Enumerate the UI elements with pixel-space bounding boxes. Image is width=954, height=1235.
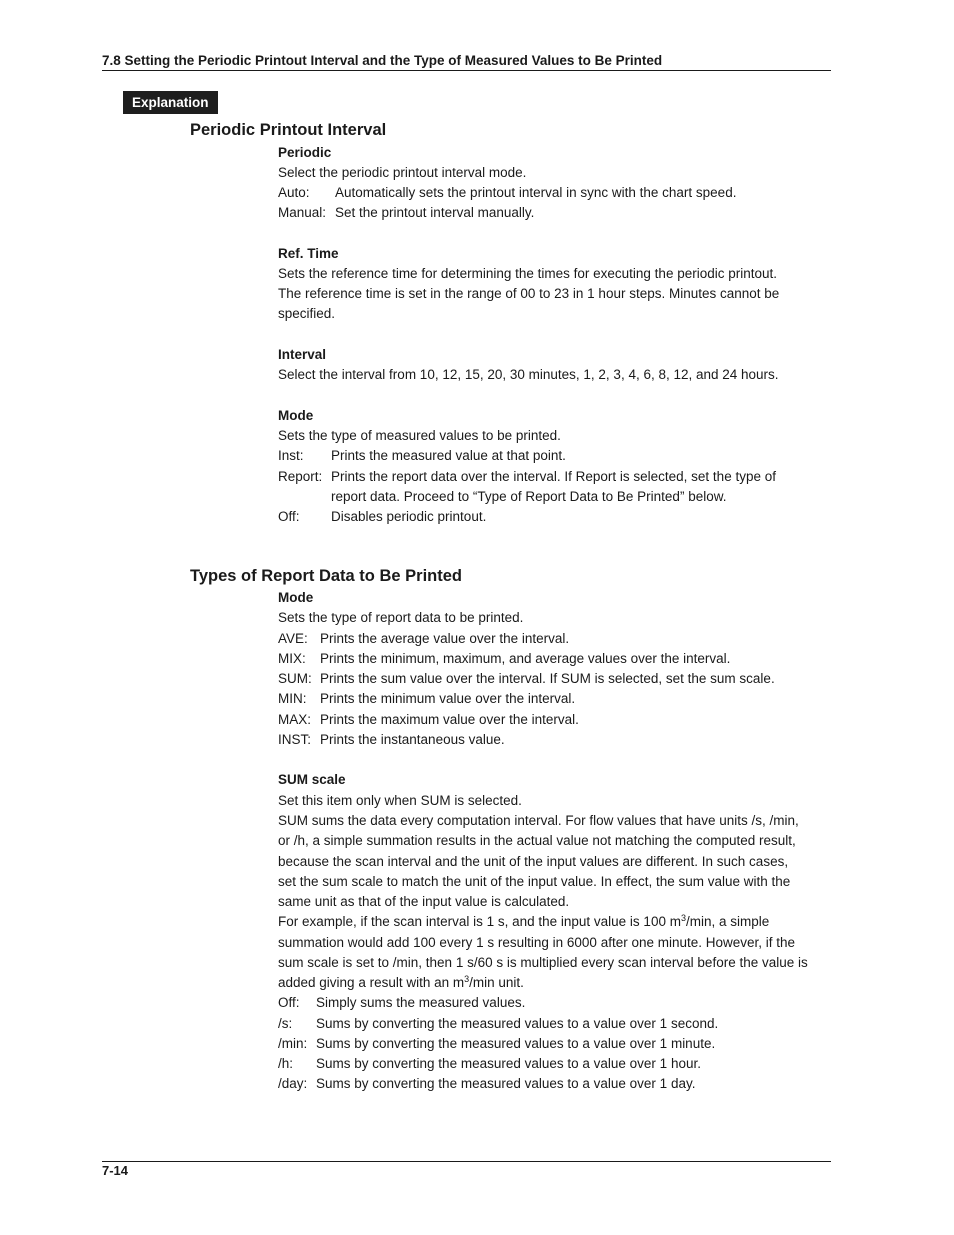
heading-periodic: Periodic (278, 145, 332, 160)
term-key: /min: (278, 1036, 308, 1051)
term-text: Prints the sum value over the interval. If SUM is selected, set the sum scale. (320, 671, 775, 686)
term-key: /s: (278, 1016, 293, 1031)
definition-report-cont (331, 489, 726, 504)
section-title-periodic-printout-interval: Periodic Printout Interval (190, 121, 387, 139)
text-line: set the sum scale to match the unit of the input value. In effect, the sum value with the (278, 874, 791, 889)
definition-ave (278, 631, 569, 646)
definition-max (278, 712, 579, 727)
term-text: Prints the report data over the interval. If Report is selected, set the type of (331, 469, 776, 484)
page-header-title: 7.8 Setting the Periodic Printout Interval and the Type of Measured Values to Be Printed (102, 53, 663, 68)
term-text: Simply sums the measured values. (316, 995, 526, 1010)
definition-off (278, 995, 525, 1010)
heading-mode: Mode (278, 590, 314, 605)
definition-off (278, 509, 486, 524)
term-key: Auto: (278, 185, 310, 200)
definition-inst (278, 448, 566, 463)
text-fragment: /min, a simple (685, 914, 770, 929)
definition-sum (278, 671, 775, 686)
term-text: Prints the maximum value over the interval. (320, 712, 579, 727)
text-fragment: /min unit. (469, 975, 524, 990)
term-text: Prints the minimum value over the interval. (320, 691, 576, 706)
definition-per-hour (278, 1056, 701, 1071)
text-line: specified. (278, 306, 336, 321)
term-text: Prints the minimum, maximum, and average values over the interval. (320, 651, 731, 666)
explanation-tag: Explanation (123, 91, 218, 114)
term-key: AVE: (278, 631, 308, 646)
text-line: because the scan interval and the unit of the input values are different. In such cases, (278, 854, 789, 869)
definition-per-minute (278, 1036, 715, 1051)
term-key: MIX: (278, 651, 306, 666)
text-line: Set this item only when SUM is selected. (278, 793, 522, 808)
term-text: report data. Proceed to “Type of Report Data to Be Printed” below. (331, 489, 727, 504)
term-key: Off: (278, 995, 300, 1010)
text-line: The reference time is set in the range of 00 to 23 in 1 hour steps. Minutes cannot be (278, 286, 780, 301)
text-line: Sets the reference time for determining the times for executing the periodic printout. (278, 266, 778, 281)
text-line: or /h, a simple summation results in the actual value not matching the computed result, (278, 833, 796, 848)
heading-mode: Mode (278, 408, 314, 423)
heading-ref-time: Ref. Time (278, 246, 339, 261)
text-fragment: added giving a result with an m (278, 975, 465, 990)
footer-rule (102, 1161, 831, 1162)
page-number: 7-14 (102, 1163, 129, 1178)
definition-mix (278, 651, 730, 666)
definition-per-day (278, 1076, 695, 1091)
definition-min (278, 691, 575, 706)
definition-report (278, 469, 776, 484)
text-line: summation would add 100 every 1 s resulting in 6000 after one minute. However, if the (278, 935, 796, 950)
term-key: /day: (278, 1076, 308, 1091)
definition-per-second (278, 1016, 718, 1031)
term-text: Sums by converting the measured values to a value over 1 second. (316, 1016, 719, 1031)
term-text: Prints the instantaneous value. (320, 732, 505, 747)
text-fragment: For example, if the scan interval is 1 s, and the input value is 100 m (278, 914, 681, 929)
definition-inst (278, 732, 505, 747)
text-line: Select the periodic printout interval mode. (278, 165, 527, 180)
term-text: Disables periodic printout. (331, 509, 487, 524)
term-text: Sums by converting the measured values to a value over 1 day. (316, 1076, 696, 1091)
example-line (278, 914, 769, 929)
text-line: Select the interval from 10, 12, 15, 20, 30 minutes, 1, 2, 3, 4, 6, 8, 12, and 24 hours. (278, 367, 779, 382)
text-line: same unit as that of the input value is calculated. (278, 894, 570, 909)
term-text: Sums by converting the measured values to a value over 1 minute. (316, 1036, 716, 1051)
term-key: INST: (278, 732, 312, 747)
term-key: SUM: (278, 671, 312, 686)
term-key: Inst: (278, 448, 304, 463)
heading-sum-scale: SUM scale (278, 772, 346, 787)
term-key: Manual: (278, 205, 327, 220)
superscript: 3 (464, 974, 470, 984)
text-line: Sets the type of report data to be printed. (278, 610, 524, 625)
term-key: /h: (278, 1056, 294, 1071)
term-key: Off: (278, 509, 300, 524)
term-key: Report: (278, 469, 323, 484)
definition-auto (278, 185, 736, 200)
text-line: sum scale is set to /min, then 1 s/60 s is multiplied every scan interval before the value is (278, 955, 808, 970)
text-line: SUM sums the data every computation interval. For flow values that have units /s, /min, (278, 813, 799, 828)
term-text: Sums by converting the measured values to a value over 1 hour. (316, 1056, 701, 1071)
term-text: Set the printout interval manually. (335, 205, 535, 220)
example-line (278, 975, 524, 990)
superscript: 3 (680, 913, 686, 923)
term-key: MIN: (278, 691, 307, 706)
definition-manual (278, 205, 534, 220)
term-text: Prints the measured value at that point. (331, 448, 566, 463)
heading-interval: Interval (278, 347, 327, 362)
term-key: MAX: (278, 712, 312, 727)
term-text: Automatically sets the printout interval in sync with the chart speed. (335, 185, 737, 200)
section-title-types-of-report-data: Types of Report Data to Be Printed (190, 567, 462, 585)
text-line: Sets the type of measured values to be printed. (278, 428, 561, 443)
header-rule (102, 70, 831, 71)
term-text: Prints the average value over the interval. (320, 631, 570, 646)
